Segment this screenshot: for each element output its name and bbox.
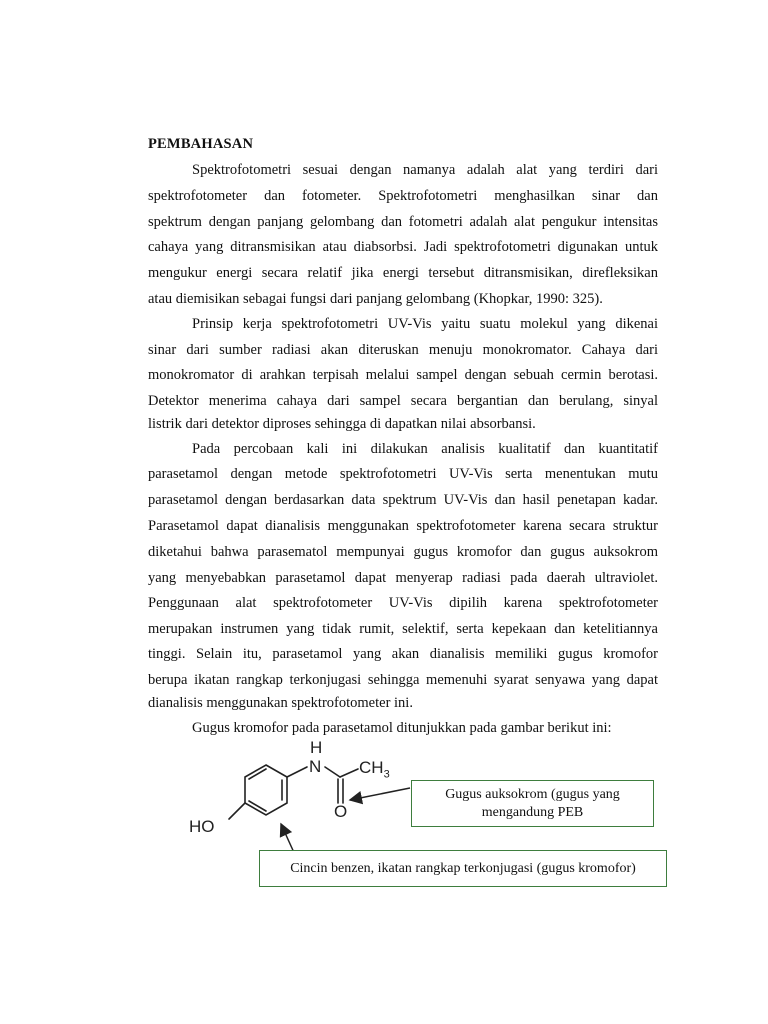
paragraph-line: sinar dari sumber radiasi akan diteruskan menuju monokromator. Cahaya dari (148, 342, 658, 358)
atom-label-ho: HO (189, 817, 215, 836)
atom-label-n: N (309, 757, 322, 776)
paragraph-line: spektrofotometer dan fotometer. Spektrofotometri menghasilkan sinar dan (148, 188, 658, 204)
section-heading: PEMBAHASAN (148, 136, 254, 152)
paragraph-line: Parasetamol dapat dianalisis menggunakan spektrofotometer karena secara struktur (148, 518, 658, 534)
auxochrome-label-box: Gugus auksokrom (gugus yang mengandung PEB (411, 780, 654, 827)
atom-label-o: O (334, 802, 348, 821)
paragraph-line: cahaya yang ditransmisikan atau diabsorbsi. Jadi spektrofotometri digunakan untuk (148, 239, 658, 255)
paragraph-line: Spektrofotometri sesuai dengan namanya adalah alat yang terdiri dari (192, 162, 658, 178)
paragraph-line: listrik dari detektor diproses sehingga di dapatkan nilai absorbansi. (148, 416, 536, 432)
paragraph-line: yang menyebabkan parasetamol dapat menyerap radiasi pada daerah ultraviolet. (148, 570, 658, 586)
paragraph-line: monokromator di arahkan terpisah melalui sampel dengan sebuah cermin berotasi. (148, 367, 658, 383)
paragraph-line: berupa ikatan rangkap terkonjugasi sehingga memenuhi syarat senyawa yang dapat (148, 672, 658, 688)
paragraph-line: dianalisis menggunakan spektrofotometer ini. (148, 695, 413, 711)
paragraph-line: Pada percobaan kali ini dilakukan analisis kualitatif dan kuantitatif (192, 441, 658, 457)
paragraph-line: merupakan instrumen yang tidak rumit, selektif, serta kepekaan dan ketelitiannya (148, 621, 658, 637)
chromophore-label-box: Cincin benzen, ikatan rangkap terkonjugasi (gugus kromofor) (259, 850, 667, 887)
paragraph-line: Detektor menerima cahaya dari sampel secara bergantian dan berulang, sinyal (148, 393, 658, 409)
paragraph-line: diketahui bahwa parasematol mempunyai gugus kromofor dan gugus auksokrom (148, 544, 658, 560)
arrow-to-auxochrome (350, 788, 410, 800)
paragraph-line: atau diemisikan sebagai fungsi dari panjang gelombang (Khopkar, 1990: 325). (148, 291, 603, 307)
paragraph-line: parasetamol dengan metode spektrofotometri UV-Vis serta menentukan mutu (148, 466, 658, 482)
atom-label-ch3: $CH_3$ (359, 758, 390, 781)
paragraph-line: spektrum dengan panjang gelombang dan fotometri adalah alat pengukur intensitas (148, 214, 658, 230)
paragraph-line: Penggunaan alat spektrofotometer UV-Vis dipilih karena spektrofotometer (148, 595, 658, 611)
atom-label-h: H (310, 738, 323, 757)
figure-caption-line: Gugus kromofor pada parasetamol ditunjukkan pada gambar berikut ini: (192, 720, 612, 736)
paragraph-line: mengukur energi secara relatif jika energi tersebut ditransmisikan, direfleksikan (148, 265, 658, 281)
paragraph-line: tinggi. Selain itu, parasetamol yang akan dianalisis memiliki gugus kromofor (148, 646, 658, 662)
paragraph-line: parasetamol dengan berdasarkan data spektrum UV-Vis dan hasil penetapan kadar. (148, 492, 658, 508)
paragraph-line: Prinsip kerja spektrofotometri UV-Vis yaitu suatu molekul yang dikenai (192, 316, 658, 332)
